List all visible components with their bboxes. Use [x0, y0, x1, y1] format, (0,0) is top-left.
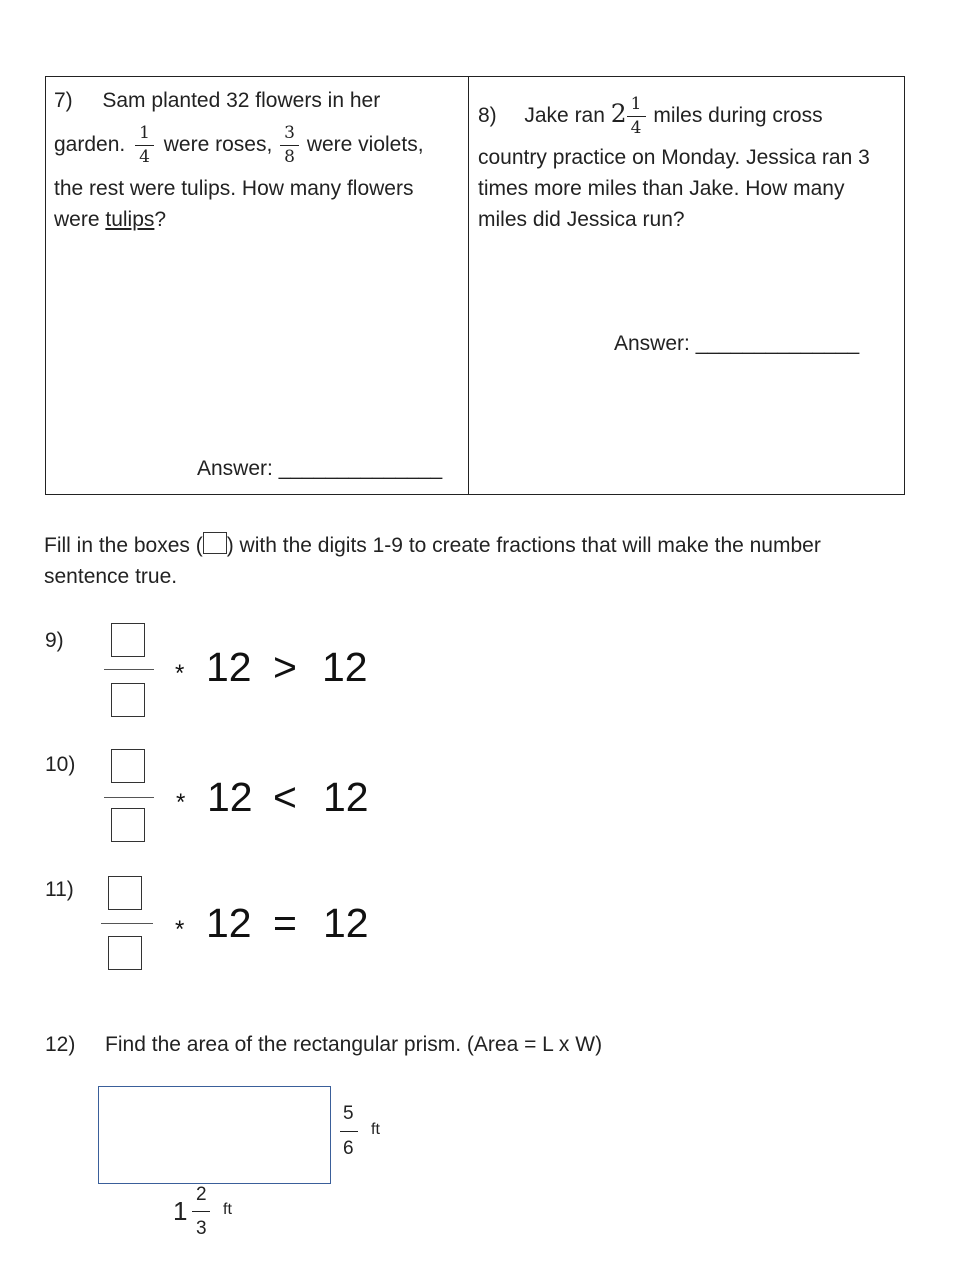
instructions-part1: Fill in the boxes (	[44, 534, 203, 557]
eq9-operator: *	[175, 660, 185, 687]
eq11-operator: *	[175, 916, 185, 943]
eq11-right: 12	[323, 900, 369, 946]
width-unit: ft	[371, 1121, 380, 1138]
q7-frac1-num: 1	[139, 122, 150, 143]
eq10-left: 12	[207, 774, 253, 820]
width-numerator: 5	[343, 1103, 354, 1124]
q7-fraction-violets	[280, 122, 299, 167]
eq11-relation: =	[273, 900, 297, 946]
q7-were: were	[54, 208, 100, 231]
eq11-denominator-box[interactable]	[108, 936, 142, 970]
q8-frac-den: 4	[630, 117, 642, 138]
q8-frac-num: 1	[630, 93, 642, 114]
q7-answer-blank[interactable]: ______________	[278, 457, 443, 480]
eq11-fraction-bar	[101, 923, 153, 924]
width-fraction-bar	[340, 1131, 358, 1132]
q7-frac1-den: 4	[139, 146, 150, 167]
q7-line2	[54, 118, 424, 172]
eq9-left: 12	[206, 644, 252, 690]
width-denominator: 6	[343, 1138, 354, 1159]
q7-answer	[197, 453, 442, 484]
q7-tulips-underlined: tulips	[105, 208, 155, 231]
eq9-relation: >	[273, 644, 297, 690]
q8-number: 8)	[478, 104, 497, 127]
q7-fraction-roses	[135, 122, 154, 167]
box-icon	[203, 532, 227, 554]
q8-answer-label: Answer:	[614, 332, 690, 355]
q8-answer-blank[interactable]: ______________	[695, 332, 860, 355]
q12-number: 12)	[45, 1033, 76, 1056]
eq10-relation: <	[273, 774, 297, 820]
eq10-fraction-bar	[104, 797, 154, 798]
eq9-number: 9)	[45, 629, 64, 652]
eq10-denominator-box[interactable]	[111, 808, 145, 842]
q8-line3: times more miles than Jake. How many	[478, 177, 845, 200]
q8-jake-ran: Jake ran	[524, 104, 605, 127]
q12-text: Find the area of the rectangular prism. (Area = L x W)	[105, 1033, 603, 1056]
length-whole: 1	[173, 1196, 188, 1226]
eq11-numerator-box[interactable]	[108, 876, 142, 910]
q12-line	[45, 1029, 602, 1060]
eq10-operator: *	[176, 789, 186, 816]
q7-answer-label: Answer:	[197, 457, 273, 480]
eq9-denominator-box[interactable]	[111, 683, 145, 717]
eq10-number: 10)	[45, 753, 76, 776]
q7-line1	[54, 85, 380, 116]
q7-qmark: ?	[154, 208, 167, 231]
eq10-numerator-box[interactable]	[111, 749, 145, 783]
q7-garden-word: garden.	[54, 133, 126, 156]
q8-miles-during: miles during cross	[653, 104, 823, 127]
eq10-right: 12	[323, 774, 369, 820]
q7-frac2-num: 3	[284, 122, 295, 143]
q7-were-violets: were violets,	[306, 133, 424, 156]
q7-line4	[54, 204, 166, 235]
q8-line4: miles did Jessica run?	[478, 208, 685, 231]
q7-number: 7)	[54, 89, 73, 112]
eq9-fraction-bar	[104, 669, 154, 670]
length-numerator: 2	[196, 1184, 207, 1205]
instructions-part2: ) with the digits 1-9 to create fractions that will make the number	[226, 534, 821, 557]
q7-text-line1: Sam planted 32 flowers in her	[102, 89, 381, 112]
length-unit: ft	[223, 1201, 232, 1218]
instructions-line2: sentence true.	[44, 565, 178, 588]
rectangle-diagram	[98, 1086, 331, 1184]
q8-line2: country practice on Monday. Jessica ran 3	[478, 146, 870, 169]
eq9-numerator-box[interactable]	[111, 623, 145, 657]
eq11-left: 12	[206, 900, 252, 946]
q7-line3: the rest were tulips. How many flowers	[54, 177, 414, 200]
q8-answer	[614, 328, 859, 359]
length-denominator: 3	[196, 1218, 207, 1239]
q8-line1	[478, 87, 823, 143]
q7-were-roses: were roses,	[163, 133, 273, 156]
length-fraction-bar	[192, 1211, 210, 1212]
instructions-line1	[44, 530, 821, 561]
eq11-number: 11)	[45, 878, 74, 901]
table-divider	[468, 76, 469, 495]
q8-fraction	[627, 93, 646, 138]
q7-frac2-den: 8	[284, 146, 295, 167]
eq9-right: 12	[322, 644, 368, 690]
q8-mixed-whole: 2	[610, 99, 627, 128]
